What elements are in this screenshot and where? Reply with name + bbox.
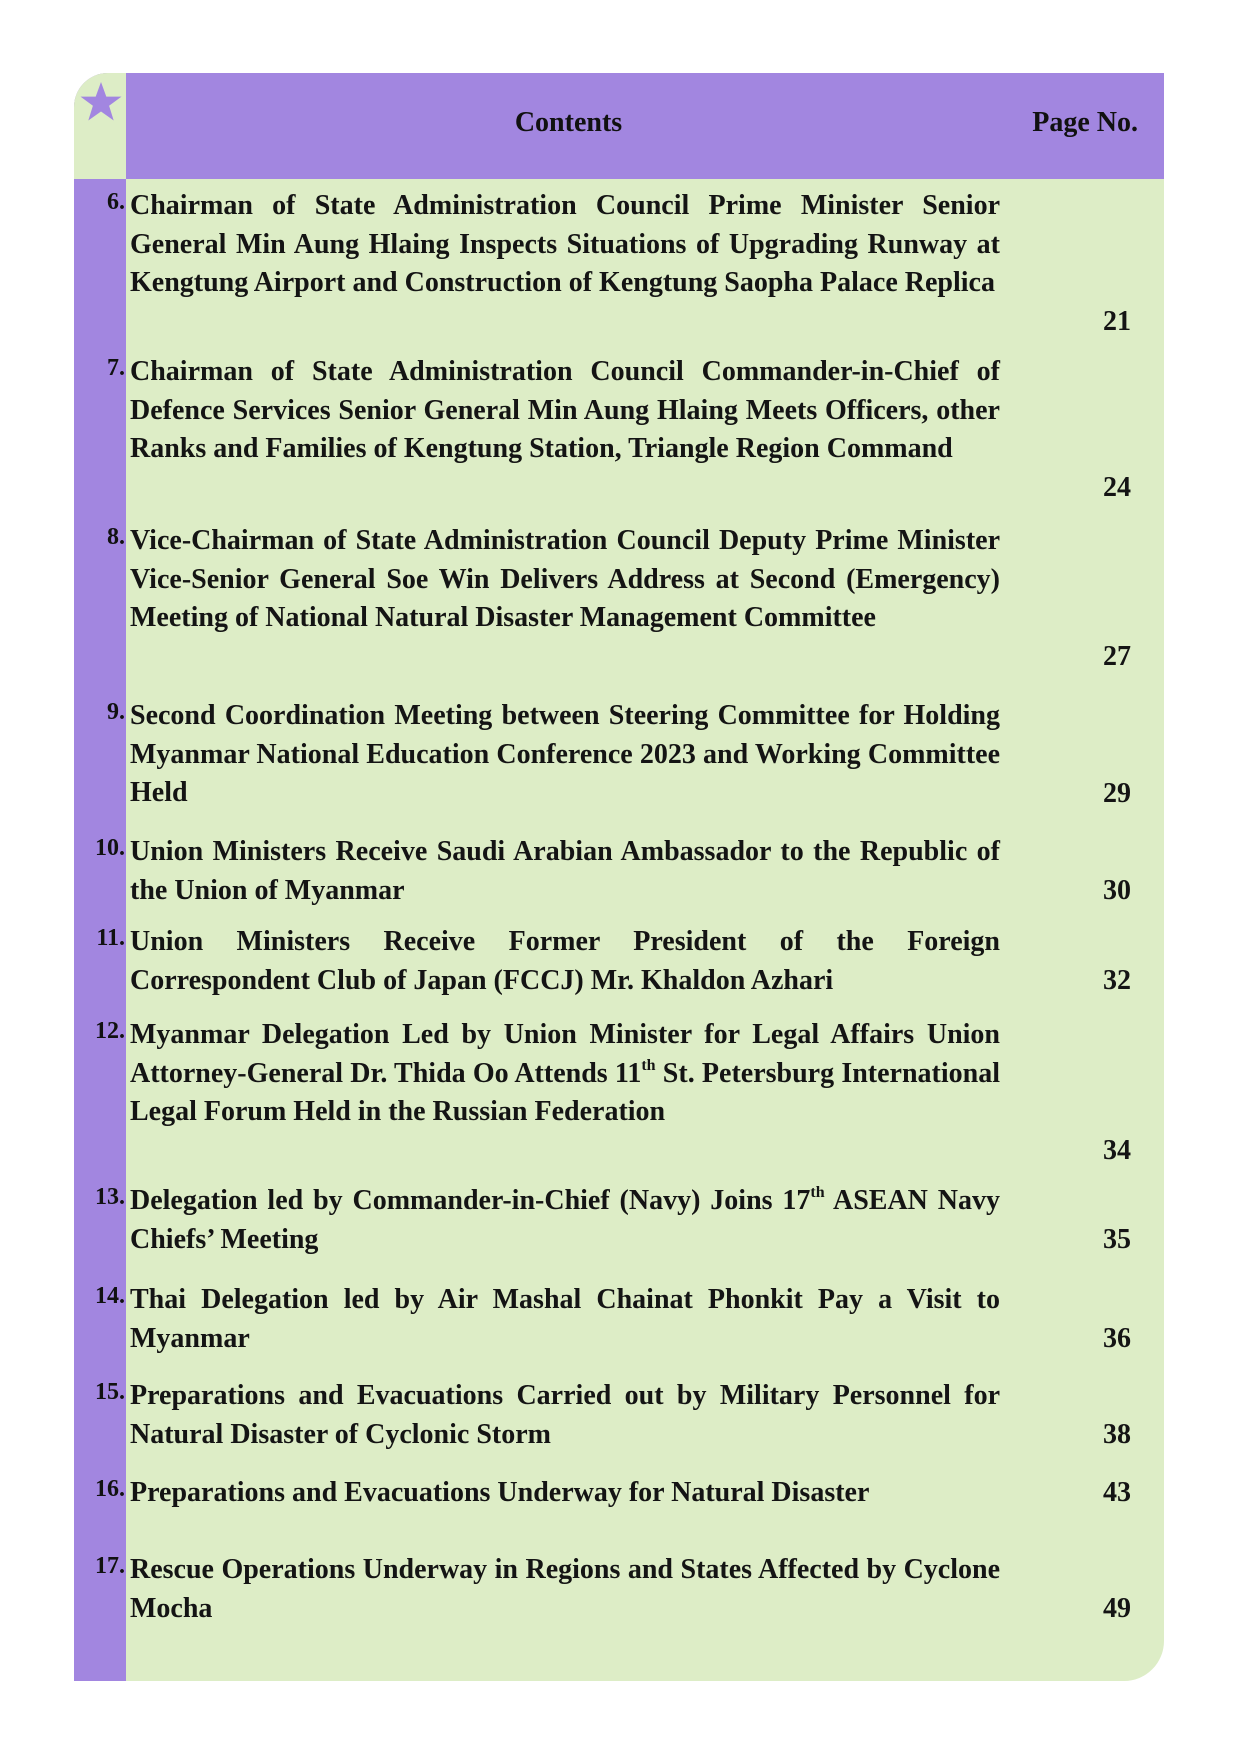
entry-number: 9. bbox=[107, 699, 125, 725]
entry-number: 10. bbox=[95, 835, 125, 861]
table-header bbox=[126, 73, 1164, 179]
entry-number: 7. bbox=[107, 355, 125, 381]
entry-page: 29 bbox=[1103, 778, 1131, 809]
entry-page: 30 bbox=[1103, 875, 1131, 906]
page-no-heading: Page No. bbox=[1032, 107, 1138, 138]
entry-page: 49 bbox=[1103, 1593, 1131, 1624]
entry-page: 34 bbox=[1103, 1135, 1131, 1166]
entry-title: Preparations and Evacuations Underway for Natural Disaster bbox=[130, 1477, 870, 1508]
entry-title: Union Ministers Receive Former President of the Foreign Correspondent Club of Japan (FCCJ) Mr. Khaldon Azhari bbox=[130, 926, 1000, 996]
entry-title: Union Ministers Receive Saudi Arabian Ambassador to the Republic of the Union of Myanmar bbox=[130, 836, 1000, 906]
entry-page: 32 bbox=[1103, 965, 1131, 996]
entry-title: Chairman of State Administration Council Prime Minister Senior General Min Aung Hlaing Inspects Situations of Upgrading Runway at Kengtung Airport and Construction of Kengtung Saopha Palace Replica bbox=[130, 190, 1000, 299]
entry-number: 8. bbox=[107, 524, 125, 550]
entry-number: 17. bbox=[95, 1553, 125, 1579]
entry-page: 24 bbox=[1103, 472, 1131, 503]
entry-page: 27 bbox=[1103, 641, 1131, 672]
entry-number: 16. bbox=[95, 1476, 125, 1502]
entry-title-text: Myanmar Delegation Led by Union Minister for Legal Affairs Union Attorney-General Dr. Thida Oo Attends 11 bbox=[130, 1019, 1000, 1089]
entry-number: 11. bbox=[96, 925, 125, 951]
entry-page: 36 bbox=[1103, 1323, 1131, 1354]
entry-title-text: ASEAN Navy Chiefs’ Meeting bbox=[130, 1185, 1000, 1255]
entry-title: Chairman of State Administration Council Commander-in-Chief of Defence Services Senior General Min Aung Hlaing Meets Officers, other Ranks and Families of Kengtung Station, Triangle Region Command bbox=[130, 356, 1000, 465]
entry-title: Rescue Operations Underway in Regions and States Affected by Cyclone Mocha bbox=[130, 1554, 1000, 1624]
star-icon bbox=[79, 80, 123, 124]
entry-title-text: Delegation led by Commander-in-Chief (Navy) Joins 17 bbox=[130, 1185, 811, 1216]
entry-number: 14. bbox=[95, 1283, 125, 1309]
entry-number: 13. bbox=[95, 1184, 125, 1210]
entry-number: 12. bbox=[95, 1018, 125, 1044]
contents-panel bbox=[74, 73, 1164, 1681]
entry-page: 38 bbox=[1103, 1419, 1131, 1450]
entry-page: 21 bbox=[1103, 306, 1131, 337]
entry-title: Vice-Chairman of State Administration Council Deputy Prime Minister Vice-Senior General Soe Win Delivers Address at Second (Emergency) Meeting of National Natural Disaster Management Committee bbox=[130, 525, 1000, 634]
entry-title bbox=[130, 1182, 1000, 1259]
entry-page: 43 bbox=[1103, 1477, 1131, 1508]
entry-page: 35 bbox=[1103, 1224, 1131, 1255]
star-corner bbox=[74, 73, 126, 179]
sidebar-strip bbox=[74, 73, 126, 1681]
ordinal-suffix: th bbox=[641, 1056, 656, 1074]
entry-title bbox=[130, 1016, 1000, 1132]
ordinal-suffix: th bbox=[810, 1184, 825, 1201]
entry-number: 6. bbox=[107, 189, 125, 215]
contents-heading: Contents bbox=[514, 107, 623, 138]
entry-title-text: St. Petersburg International Legal Forum Held in the Russian Federation bbox=[130, 1057, 1000, 1128]
entry-number: 15. bbox=[95, 1379, 125, 1405]
entry-title: Second Coordination Meeting between Steering Committee for Holding Myanmar National Education Conference 2023 and Working Committee Held bbox=[130, 700, 1000, 809]
entry-title: Preparations and Evacuations Carried out by Military Personnel for Natural Disaster of Cyclonic Storm bbox=[130, 1380, 1000, 1450]
entry-title: Thai Delegation led by Air Mashal Chainat Phonkit Pay a Visit to Myanmar bbox=[130, 1284, 1000, 1354]
